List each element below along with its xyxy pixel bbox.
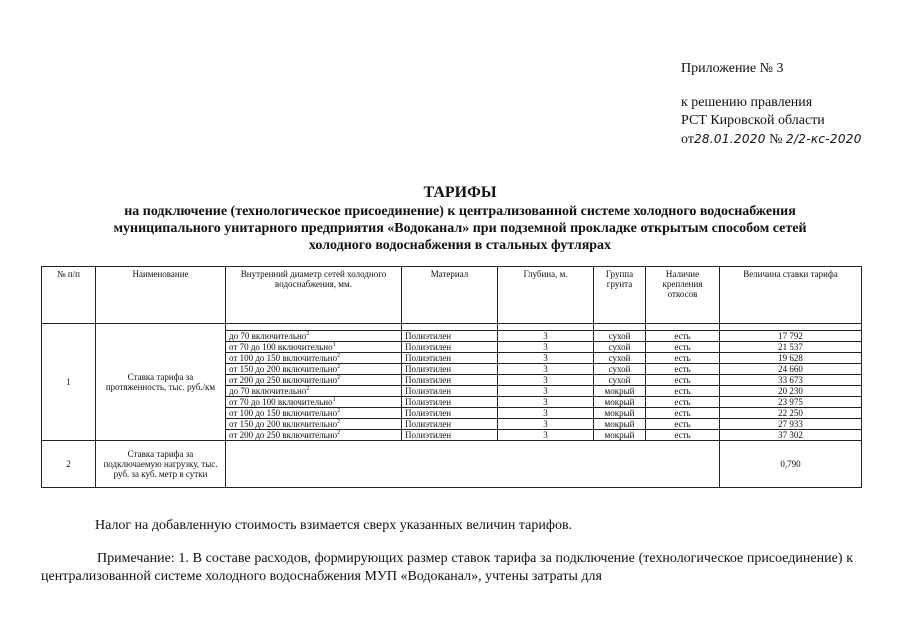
slopes-cell: есть bbox=[646, 353, 720, 364]
soil-cell: мокрый bbox=[594, 408, 646, 419]
diameter-cell bbox=[226, 364, 402, 375]
slopes-cell: есть bbox=[646, 430, 720, 441]
footnote-marker: 2 bbox=[337, 364, 341, 370]
material-cell: Полиэтилен bbox=[402, 419, 498, 430]
depth-cell: 3 bbox=[498, 386, 594, 397]
depth-cell: 3 bbox=[498, 397, 594, 408]
title-main: ТАРИФЫ bbox=[423, 184, 497, 201]
diameter-cell bbox=[226, 397, 402, 408]
approval-header bbox=[681, 60, 862, 149]
appendix-number: Приложение № 3 bbox=[681, 61, 784, 76]
diameter-text: от 100 до 150 включительно bbox=[229, 408, 338, 418]
rate-cell: 27 933 bbox=[720, 419, 862, 430]
material-cell: Полиэтилен bbox=[402, 408, 498, 419]
header-num: № п/п bbox=[42, 267, 96, 324]
date-prefix: от bbox=[681, 132, 694, 147]
footnote-text: Примечание: 1. В составе расходов, формирующих размер ставок тарифа за подключение (технологическое присоединение) к централизованной системе холодного водоснабжения МУП «Водоканал», учтены затраты для bbox=[41, 551, 853, 584]
depth-cell: 3 bbox=[498, 331, 594, 342]
row2-value: 0,790 bbox=[720, 441, 862, 488]
slopes-cell: есть bbox=[646, 364, 720, 375]
material-cell: Полиэтилен bbox=[402, 397, 498, 408]
rate-cell: 37 302 bbox=[720, 430, 862, 441]
diameter-text: от 150 до 200 включительно bbox=[229, 419, 338, 429]
slopes-cell: есть bbox=[646, 375, 720, 386]
depth-cell: 3 bbox=[498, 430, 594, 441]
slopes-cell: есть bbox=[646, 397, 720, 408]
soil-cell: сухой bbox=[594, 342, 646, 353]
depth-cell: 3 bbox=[498, 353, 594, 364]
footnote-marker: 1 bbox=[332, 397, 336, 403]
material-cell: Полиэтилен bbox=[402, 364, 498, 375]
footnote-marker: 2 bbox=[337, 430, 341, 436]
table-header-row bbox=[42, 267, 862, 324]
title-line-3: холодного водоснабжения в стальных футлярах bbox=[308, 238, 612, 253]
title-line-2: муниципального унитарного предприятия «Водоканал» при подземной прокладке открытым способом сетей bbox=[113, 221, 807, 236]
table-row-2 bbox=[42, 441, 862, 488]
diameter-text: от 150 до 200 включительно bbox=[229, 364, 338, 374]
diameter-text: от 200 до 250 включительно bbox=[229, 430, 338, 440]
soil-cell: мокрый bbox=[594, 386, 646, 397]
material-cell: Полиэтилен bbox=[402, 353, 498, 364]
rate-cell: 22 250 bbox=[720, 408, 862, 419]
diameter-cell bbox=[226, 342, 402, 353]
header-soil: Группа грунта bbox=[594, 267, 646, 324]
diameter-text: от 100 до 150 включительно bbox=[229, 353, 338, 363]
header-depth: Глубина, м. bbox=[498, 267, 594, 324]
depth-cell: 3 bbox=[498, 364, 594, 375]
document-title bbox=[40, 184, 880, 254]
table-spacer-row bbox=[42, 324, 862, 331]
soil-cell: сухой bbox=[594, 364, 646, 375]
depth-cell: 3 bbox=[498, 342, 594, 353]
material-cell: Полиэтилен bbox=[402, 430, 498, 441]
rate-cell: 19 628 bbox=[720, 353, 862, 364]
rate-cell: 33 673 bbox=[720, 375, 862, 386]
number-prefix: № bbox=[765, 132, 787, 147]
header-material: Материал bbox=[402, 267, 498, 324]
decision-line: к решению правления bbox=[681, 95, 813, 110]
soil-cell: сухой bbox=[594, 353, 646, 364]
row2-name: Ставка тарифа за подключаемую нагрузку, тыс. руб. за куб. метр в сутки bbox=[96, 441, 226, 488]
slopes-cell: есть bbox=[646, 408, 720, 419]
vat-note: Налог на добавленную стоимость взимается сверх указанных величин тарифов. bbox=[95, 518, 573, 533]
row1-name: Ставка тарифа за протяженность, тыс. руб./км bbox=[96, 324, 226, 441]
diameter-cell bbox=[226, 353, 402, 364]
depth-cell: 3 bbox=[498, 375, 594, 386]
soil-cell: мокрый bbox=[594, 397, 646, 408]
header-name: Наименование bbox=[96, 267, 226, 324]
footnote-marker: 2 bbox=[337, 408, 341, 414]
diameter-text: до 70 включительно bbox=[229, 386, 307, 396]
depth-cell: 3 bbox=[498, 419, 594, 430]
rate-cell: 24 660 bbox=[720, 364, 862, 375]
soil-cell: сухой bbox=[594, 331, 646, 342]
depth-cell: 3 bbox=[498, 408, 594, 419]
rate-cell: 20 230 bbox=[720, 386, 862, 397]
diameter-cell bbox=[226, 331, 402, 342]
material-cell: Полиэтилен bbox=[402, 342, 498, 353]
material-cell: Полиэтилен bbox=[402, 386, 498, 397]
slopes-cell: есть bbox=[646, 419, 720, 430]
material-cell: Полиэтилен bbox=[402, 331, 498, 342]
diameter-text: от 70 до 100 включительно bbox=[229, 342, 333, 352]
rate-cell: 17 792 bbox=[720, 331, 862, 342]
header-slopes: Наличие крепления откосов bbox=[646, 267, 720, 324]
footnote-marker: 2 bbox=[337, 419, 341, 425]
footnote-marker: 2 bbox=[306, 331, 310, 337]
material-cell: Полиэтилен bbox=[402, 375, 498, 386]
slopes-cell: есть bbox=[646, 331, 720, 342]
row2-empty-cell bbox=[226, 441, 720, 488]
row2-num: 2 bbox=[42, 441, 96, 488]
slopes-cell: есть bbox=[646, 342, 720, 353]
title-line-1: на подключение (технологическое присоединение) к централизованной системе холодного водоснабжения bbox=[124, 204, 796, 219]
header-rate: Величина ставки тарифа bbox=[720, 267, 862, 324]
diameter-cell bbox=[226, 386, 402, 397]
diameter-text: от 200 до 250 включительно bbox=[229, 375, 338, 385]
footnote-marker: 2 bbox=[337, 353, 341, 359]
authority-line: РСТ Кировской области bbox=[681, 113, 825, 128]
diameter-cell bbox=[226, 419, 402, 430]
header-diameter: Внутренний диаметр сетей холодного водоснабжения, мм. bbox=[226, 267, 402, 324]
rate-cell: 23 975 bbox=[720, 397, 862, 408]
diameter-text: от 70 до 100 включительно bbox=[229, 397, 333, 407]
footnote-marker: 1 bbox=[332, 342, 336, 348]
handwritten-date: 28.01.2020 bbox=[693, 132, 766, 146]
footnote-marker: 2 bbox=[337, 375, 341, 381]
diameter-cell bbox=[226, 430, 402, 441]
tariff-table bbox=[41, 266, 862, 488]
decision-date-line bbox=[681, 130, 862, 149]
diameter-cell bbox=[226, 375, 402, 386]
soil-cell: мокрый bbox=[594, 430, 646, 441]
slopes-cell: есть bbox=[646, 386, 720, 397]
footnote-marker: 2 bbox=[306, 386, 310, 392]
diameter-cell bbox=[226, 408, 402, 419]
soil-cell: сухой bbox=[594, 375, 646, 386]
rate-cell: 21 537 bbox=[720, 342, 862, 353]
handwritten-number: 2/2-кс-2020 bbox=[786, 132, 862, 146]
row1-num: 1 bbox=[42, 324, 96, 441]
soil-cell: мокрый bbox=[594, 419, 646, 430]
diameter-text: до 70 включительно bbox=[229, 331, 307, 341]
